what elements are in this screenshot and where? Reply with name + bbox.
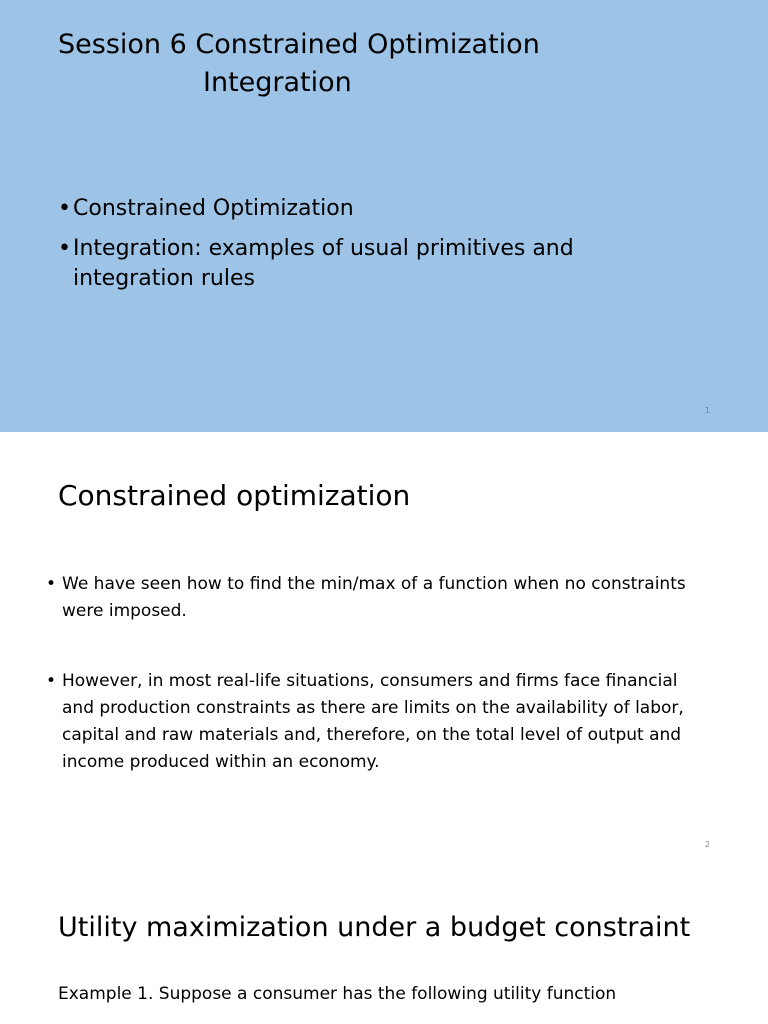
- slide-2: [0, 432, 768, 865]
- slide-1: [0, 0, 768, 432]
- slide-2-title: Constrained optimization: [58, 479, 411, 512]
- slide-1-bullet-2: • Integration: examples of usual primitives and integration rules: [58, 234, 638, 294]
- slide-1-title-line-1: Session 6 Constrained Optimization: [58, 29, 540, 60]
- slide-1-bullet-list: [58, 194, 638, 304]
- slide-1-page-number: 1: [704, 406, 710, 415]
- slide-1-title-line-2: Integration: [203, 67, 352, 98]
- slide-2-bullet-2: • However, in most real-life situations, consumers and firms face financial and production constraints as there are limits on the availability of labor, capital and raw materials and, therefore, on the total level of output and income produced within an economy.: [46, 668, 696, 776]
- slide-3: [0, 865, 768, 1024]
- slide-1-title: [58, 26, 540, 102]
- slide-1-bullet-1: • Constrained Optimization: [58, 194, 638, 224]
- slide-3-title: Utility maximization under a budget constraint: [58, 912, 691, 943]
- slide-3-body-text: Example 1. Suppose a consumer has the following utility function: [58, 984, 617, 1004]
- slide-2-page-number: 2: [704, 840, 710, 849]
- slide-2-bullet-list: [46, 571, 696, 776]
- slide-2-bullet-1: • We have seen how to find the min/max of a function when no constraints were imposed.: [46, 571, 696, 625]
